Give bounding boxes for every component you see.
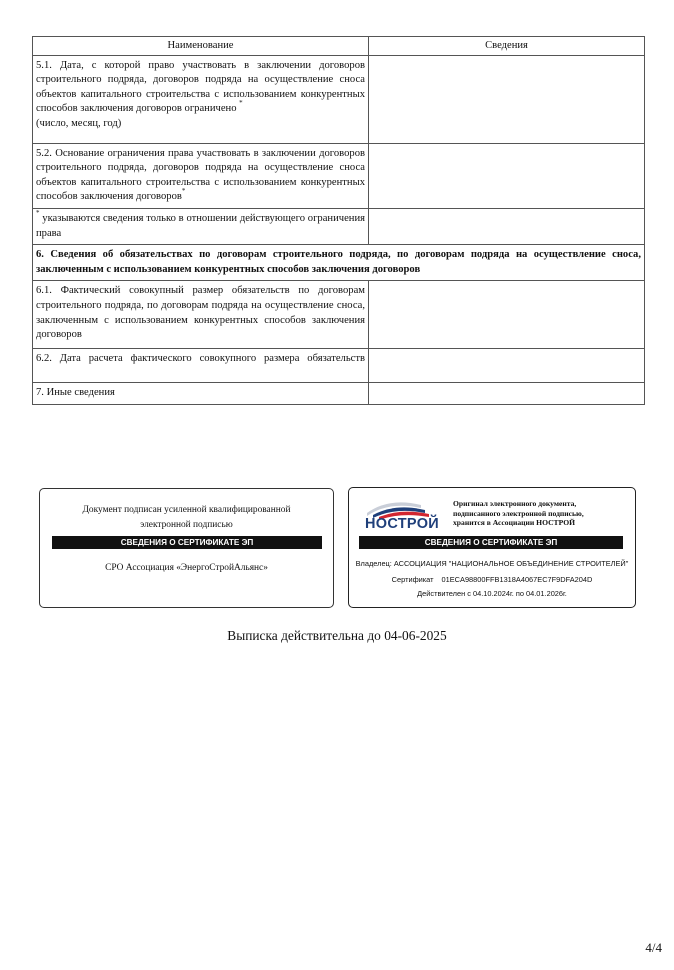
table-row	[33, 281, 645, 349]
row-7-label: 7. Иные сведения	[33, 383, 369, 405]
row-5-1-label: 5.1. Дата, с которой право участвовать в заключении договоров строительного подряда, договоров подряда на осуществление сноса объектов капитального строительства с использованием конкурентных способов заключения договоров ограничено * (число, месяц, год)	[33, 55, 369, 143]
row-7-value	[369, 383, 645, 405]
stamp-right-cert: Сертификат 01ECA98800FFB1318A4067EC7F9DFA204D	[391, 575, 593, 584]
signature-stamp-right	[348, 487, 636, 608]
table-row	[33, 143, 645, 208]
table-row	[33, 209, 645, 245]
nostroy-logo	[359, 495, 455, 535]
row-5-1-value	[369, 55, 645, 143]
footnote-value	[369, 209, 645, 245]
stamp-left-org: СРО Ассоциация «ЭнергоСтройАльянс»	[105, 563, 268, 573]
table-row	[33, 383, 645, 405]
stamp-left-line1: Документ подписан усиленной квалифицированной	[82, 505, 291, 515]
footnote-cell: * указываются сведения только в отношении действующего ограничения права	[33, 209, 369, 245]
table-header-row	[33, 37, 645, 56]
signature-stamp-left	[39, 488, 334, 608]
row-6-1-value	[369, 281, 645, 349]
info-table	[32, 36, 645, 405]
row-6-2-value	[369, 349, 645, 383]
row-5-2-label: 5.2. Основание ограничения права участвовать в заключении договоров строительного подряда, договоров подряда на осуществление сноса объектов капитального строительства с использованием конкурентных способов заключения договоров*	[33, 143, 369, 208]
stamp-left-line2: электронной подписью	[140, 520, 233, 530]
stamp-right-owner: Владелец: АССОЦИАЦИЯ "НАЦИОНАЛЬНОЕ ОБЪЕДИНЕНИЕ СТРОИТЕЛЕЙ"	[355, 559, 629, 568]
row-6-1-label: 6.1. Фактический совокупный размер обязательств по договорам строительного подряда, по договорам подряда на осуществление сноса, заключенным с использованием конкурентных способов заключения договоров	[33, 281, 369, 349]
header-name: Наименование	[33, 37, 369, 56]
header-info: Сведения	[369, 37, 645, 56]
row-6-2-label: 6.2. Дата расчета фактического совокупного размера обязательств	[33, 349, 369, 383]
table-row	[33, 349, 645, 383]
table-row	[33, 55, 645, 143]
section-6-heading: 6. Сведения об обязательствах по договорам строительного подряда, по договорам подряда на осуществление сноса, заключенным с использованием конкурентных способов заключения договоров	[33, 245, 645, 281]
stamp-left-cert-bar: СВЕДЕНИЯ О СЕРТИФИКАТЕ ЭП	[52, 536, 322, 549]
row-5-2-value	[369, 143, 645, 208]
stamp-right-cert-bar: СВЕДЕНИЯ О СЕРТИФИКАТЕ ЭП	[359, 536, 623, 549]
stamp-right-valid: Действителен с 04.10.2024г. по 04.01.2026г.	[417, 589, 567, 598]
valid-until-text: Выписка действительна до 04-06-2025	[227, 628, 447, 643]
page-number: 4/4	[645, 940, 662, 955]
section-6-row	[33, 245, 645, 281]
logo-text: НОСТРОЙ	[365, 516, 439, 532]
stamp-right-title: Оригинал электронного документа, подписанного электронной подписью, хранится в Ассоциации НОСТРОЙ	[453, 499, 584, 528]
